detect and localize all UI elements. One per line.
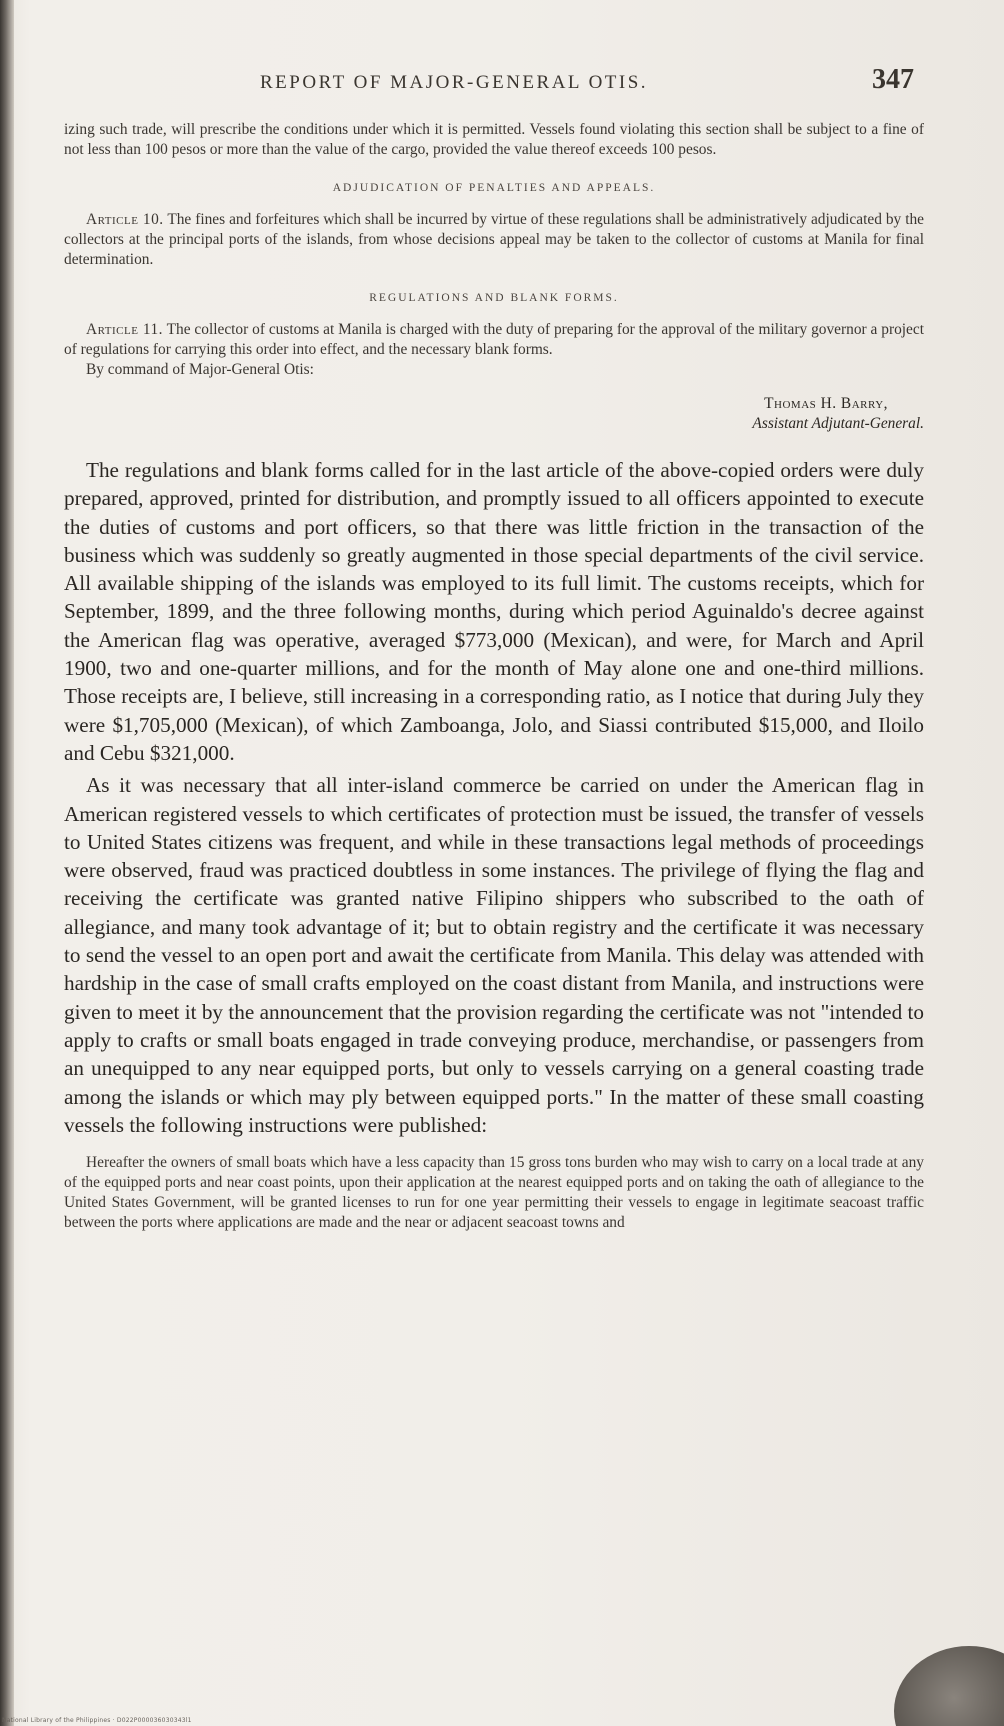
intro-paragraph: izing such trade, will prescribe the conditions under which it is permitted. Vessels found violating this section shall be subject to a fine of not less than 100 pesos or more than the value of the cargo, provided the value thereof exceeds 100 pesos. [64,121,924,158]
signature-name: Thomas H. Barry, [764,395,888,412]
main-paragraph-2: As it was necessary that all inter-island commerce be carried on under the American flag in American registered vessels to which certificates of protection must be issued, the transfer of vessels to United States citizens was frequent, and while in these transactions legal methods of proceedings were observed, fraud was practiced doubtless in some instances. The privilege of flying the flag and receiving the certificate was granted native Filipino shippers who subscribed to the oath of allegiance, and many took advantage of it; but to obtain registry and the certificate it was necessary to send the vessel to an open port and await the certificate from Manila. This delay was attended with hardship in the case of small crafts employed on the coast distant from Manila, and instructions were given to meet it by the announcement that the provision regarding the certificate was not "intended to apply to crafts or small boats engaged in trade conveying produce, merchandise, or passengers from an unequipped to any near equipped ports, but only to vessels carrying on a general coasting trade among the islands or which may ply between equipped ports." In the matter of these small coasting vessels the following instructions were published: [64,773,924,1137]
running-head: REPORT OF MAJOR-GENERAL OTIS. [260,72,649,93]
signature-title: Assistant Adjutant-General. [752,415,924,432]
quoted-instructions: Hereafter the owners of small boats which have a less capacity than 15 gross tons burden who may wish to carry on a local trade at any of the equipped ports and near coast points, upon their application at the nearest equipped ports and on taking the oath of allegiance to the United States Government, will be granted licenses to run for one year permitting their vessels to engage in legitimate seacoast traffic between the ports where applications are made and the near or adjacent seacoast towns and [64,1154,924,1232]
section-heading-adjudication: ADJUDICATION OF PENALTIES AND APPEALS. [332,182,656,194]
main-paragraph-1: The regulations and blank forms called for in the last article of the above-copied orders were duly prepared, approved, printed for distribution, and promptly issued to all officers appointed to execute the duties of customs and port officers, so that there was little friction in the transaction of the business which was suddenly so greatly augmented in those special departments of the civil service. All available shipping of the islands was employed to its full limit. The customs receipts, which for September, 1899, and the three following months, during which period Aguinaldo's decree against the American flag was operative, averaged $773,000 (Mexican), and were, for March and April 1900, two and one-quarter millions, and for the month of May alone one and one-third millions. Those receipts are, I believe, still increasing in a corresponding ratio, as I notice that during July they were $1,705,000 (Mexican), of which Zamboanga, Jolo, and Siassi contributed $15,000, and Iloilo and Cebu $321,000. [64,458,924,765]
article-11-label: Article 11. [86,321,163,338]
article-11-text: The collector of customs at Manila is charged with the duty of preparing for the approval of the military governor a project of regulations for carrying this order into effect, and the necessary blank forms. [64,321,924,358]
article-10-label: Article 10. [86,211,164,228]
command-line: By command of Major-General Otis: [86,361,314,378]
page-body [64,120,924,1233]
page-header [70,64,930,104]
page-number: 347 [872,64,914,95]
corner-shadow [894,1646,1004,1726]
book-binding-edge [0,0,14,1726]
section-heading-regulations: REGULATIONS AND BLANK FORMS. [369,292,619,304]
article-10-text: The fines and forfeitures which shall be incurred by virtue of these regulations shall be administratively adjudicated by the collectors at the principal ports of the islands, from whose decisions appeal may be taken to the collector of customs at Manila for final determination. [64,211,925,268]
article-10 [64,210,924,270]
scan-footer-note: National Library of the Philippines · D022P000036030343l1 [2,1717,192,1724]
article-11 [64,320,924,360]
signature-block [64,394,924,434]
